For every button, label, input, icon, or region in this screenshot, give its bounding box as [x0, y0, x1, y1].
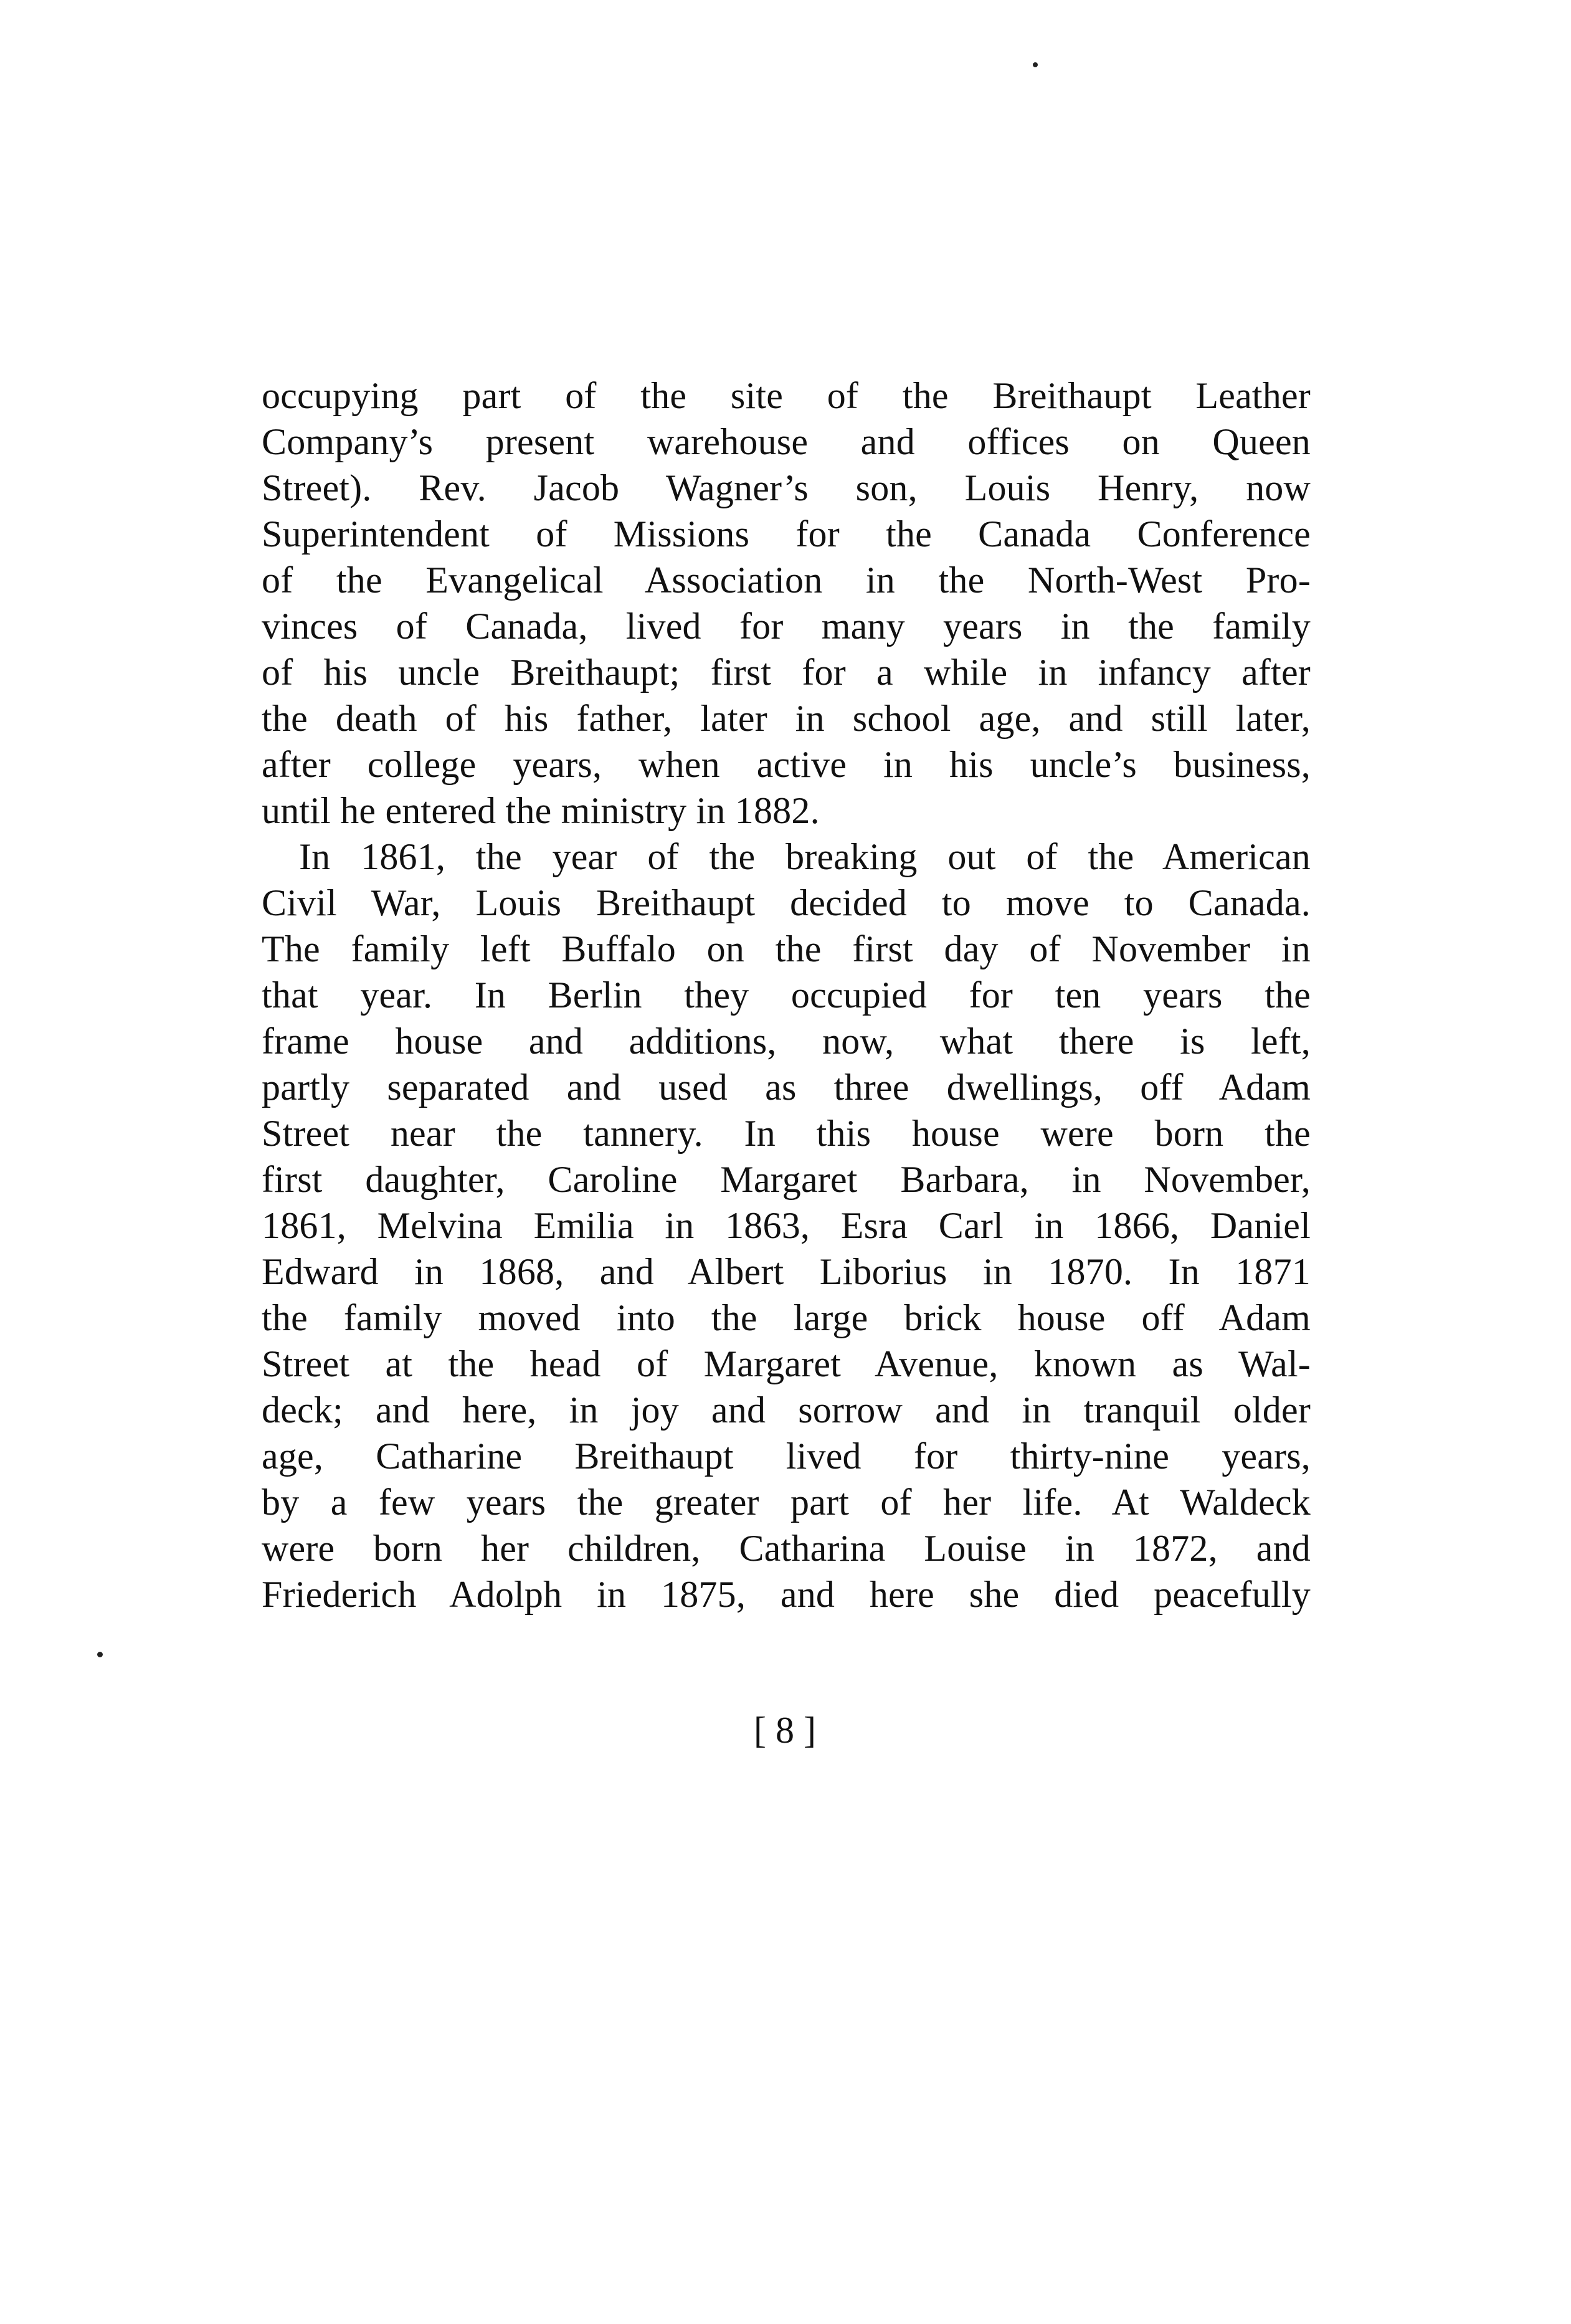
text-line: Street at the head of Margaret Avenue, known as Wal- [262, 1343, 1311, 1384]
text-line: of the Evangelical Association in the North-West Pro- [262, 560, 1311, 601]
text-line: Friederich Adolph in 1875, and here she died peacefully [262, 1574, 1311, 1615]
page-number: [ 8 ] [754, 1710, 816, 1751]
text-line: the family moved into the large brick house off Adam [262, 1297, 1311, 1338]
text-line: Company’s present warehouse and offices on Queen [262, 421, 1311, 462]
text-line: by a few years the greater part of her life. At Waldeck [262, 1482, 1311, 1523]
text-line: Civil War, Louis Breithaupt decided to move to Canada. [262, 882, 1311, 923]
text-line: occupying part of the site of the Breithaupt Leather [262, 375, 1311, 416]
paragraph-1 [262, 373, 1311, 834]
text-line: Street near the tannery. In this house were born the [262, 1113, 1311, 1154]
body-text [262, 373, 1311, 1617]
text-line: deck; and here, in joy and sorrow and in tranquil older [262, 1389, 1311, 1431]
print-speck [1033, 62, 1038, 67]
text-line: were born her children, Catharina Louise in 1872, and [262, 1528, 1311, 1569]
text-line: of his uncle Breithaupt; first for a while in infancy after [262, 652, 1311, 693]
text-line: first daughter, Caroline Margaret Barbara, in November, [262, 1159, 1311, 1200]
text-line: until he entered the ministry in 1882. [262, 790, 820, 831]
paragraph-2 [262, 834, 1311, 1617]
text-line: Edward in 1868, and Albert Liborius in 1870. In 1871 [262, 1251, 1311, 1292]
text-line: Street). Rev. Jacob Wagner’s son, Louis Henry, now [262, 467, 1311, 508]
text-line: vinces of Canada, lived for many years in the family [262, 606, 1311, 647]
text-line: after college years, when active in his uncle’s business, [262, 744, 1311, 785]
text-line: Superintendent of Missions for the Canada Conference [262, 513, 1311, 555]
text-line: that year. In Berlin they occupied for ten years the [262, 974, 1311, 1016]
text-line: 1861, Melvina Emilia in 1863, Esra Carl in 1866, Daniel [262, 1205, 1311, 1246]
text-line: the death of his father, later in school age, and still later, [262, 698, 1311, 739]
text-line: partly separated and used as three dwellings, off Adam [262, 1067, 1311, 1108]
print-speck [97, 1652, 103, 1657]
text-line: age, Catharine Breithaupt lived for thirty-nine years, [262, 1436, 1311, 1477]
text-line: In 1861, the year of the breaking out of the American [299, 836, 1311, 877]
text-line: The family left Buffalo on the first day of November in [262, 928, 1311, 969]
text-line: frame house and additions, now, what there is left, [262, 1021, 1311, 1062]
